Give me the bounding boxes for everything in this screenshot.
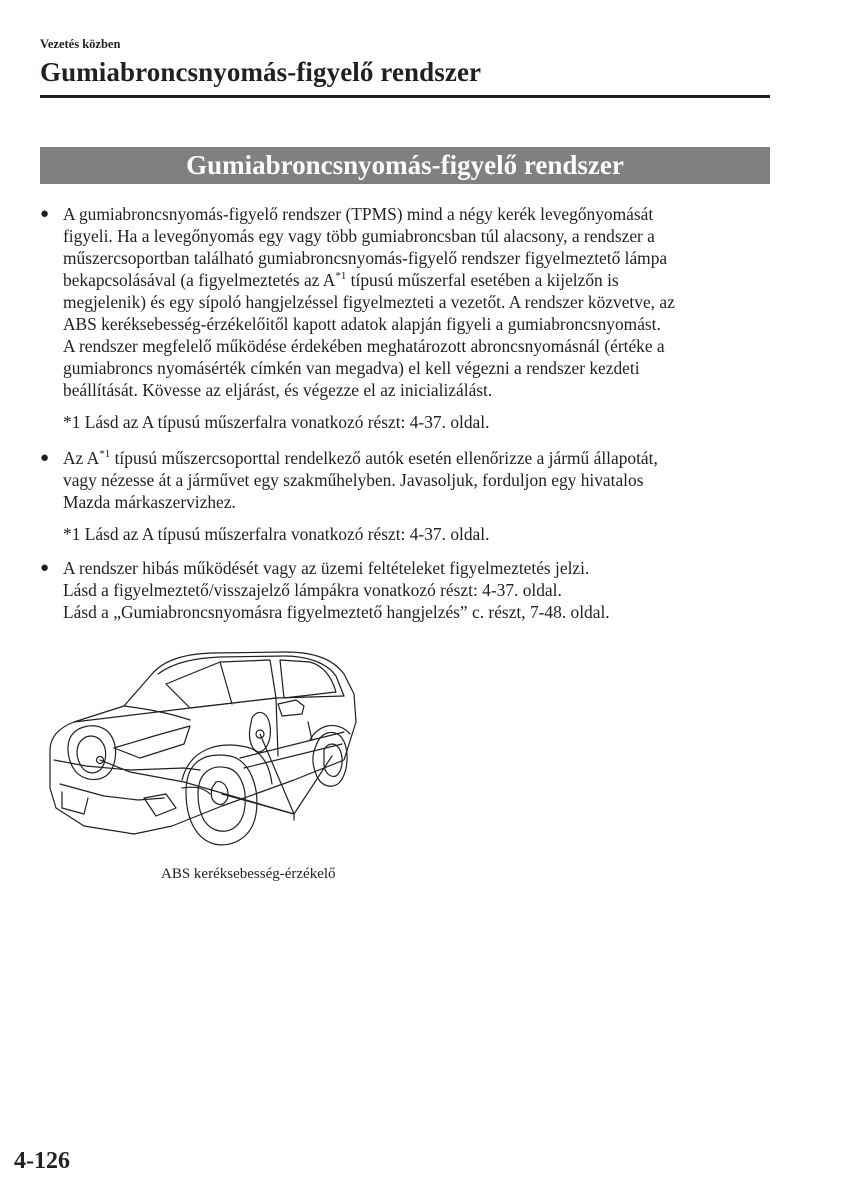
section-heading: Gumiabroncsnyomás-figyelő rendszer xyxy=(186,150,624,180)
footnote: *1 Lásd az A típusú műszerfalra vonatkozó részt: 4-37. oldal. xyxy=(63,412,490,432)
bullet-marker: ● xyxy=(40,560,50,576)
page-number: 4-126 xyxy=(14,1148,70,1174)
body-line: beállítását. Kövesse az eljárást, és végezze el az inicializálást. xyxy=(63,380,493,400)
body-line: megjelenik) és egy sípoló hangjelzéssel figyelmezteti a vezetőt. A rendszer közvetve, az xyxy=(63,292,675,312)
body-line: bekapcsolásával (a figyelmeztetés az $A^{*1}$ típusú műszerfal esetében a kijelzőn is xyxy=(63,270,619,290)
body-line: A rendszer hibás működését vagy az üzemi feltételeket figyelmeztetés jelzi. xyxy=(63,558,590,578)
car-wheel-sensor-illustration xyxy=(44,648,364,858)
body-line: Mazda márkaszervizhez. xyxy=(63,492,236,512)
body-line: műszercsoportban található gumiabroncsnyomás-figyelő rendszer figyelmeztető lámpa xyxy=(63,248,668,268)
figure-caption: ABS keréksebesség-érzékelő xyxy=(161,866,336,882)
footnote-ref: *1 xyxy=(335,270,347,282)
body-line: A rendszer megfelelő működése érdekében meghatározott abroncsnyomásnál (értéke a xyxy=(63,336,665,356)
body-line: Az $A^{*1}$ típusú műszercsoporttal rendelkező autók esetén ellenőrizze a jármű állapotát, xyxy=(63,448,658,468)
body-line: ABS keréksebesség-érzékelőitől kapott adatok alapján figyeli a gumiabroncsnyomást. xyxy=(63,314,661,334)
title-rule xyxy=(40,95,770,98)
footnote: *1 Lásd az A típusú műszerfalra vonatkozó részt: 4-37. oldal. xyxy=(63,524,490,544)
body-line: vagy nézesse át a járművet egy szakműhelyben. Javasoljuk, forduljon egy hivatalos xyxy=(63,470,644,490)
body-line: figyeli. Ha a levegőnyomás egy vagy több gumiabroncsban túl alacsony, a rendszer a xyxy=(63,226,655,246)
bullet-marker: ● xyxy=(40,206,50,222)
section-banner xyxy=(40,147,770,184)
body-line: A gumiabroncsnyomás-figyelő rendszer (TPMS) mind a négy kerék levegőnyomását xyxy=(63,204,654,224)
body-line: gumiabroncs nyomásérték címkén van megadva) el kell végezni a rendszer kezdeti xyxy=(63,358,640,378)
page-title: Gumiabroncsnyomás-figyelő rendszer xyxy=(40,57,482,87)
bullet-marker: ● xyxy=(40,450,50,466)
body-line: Lásd a figyelmeztető/visszajelző lámpákra vonatkozó részt: 4-37. oldal. xyxy=(63,580,562,600)
footnote-ref: *1 xyxy=(99,448,111,460)
running-head: Vezetés közben xyxy=(40,37,121,51)
body-line: Lásd a „Gumiabroncsnyomásra figyelmeztető hangjelzés” c. részt, 7-48. oldal. xyxy=(63,602,610,622)
